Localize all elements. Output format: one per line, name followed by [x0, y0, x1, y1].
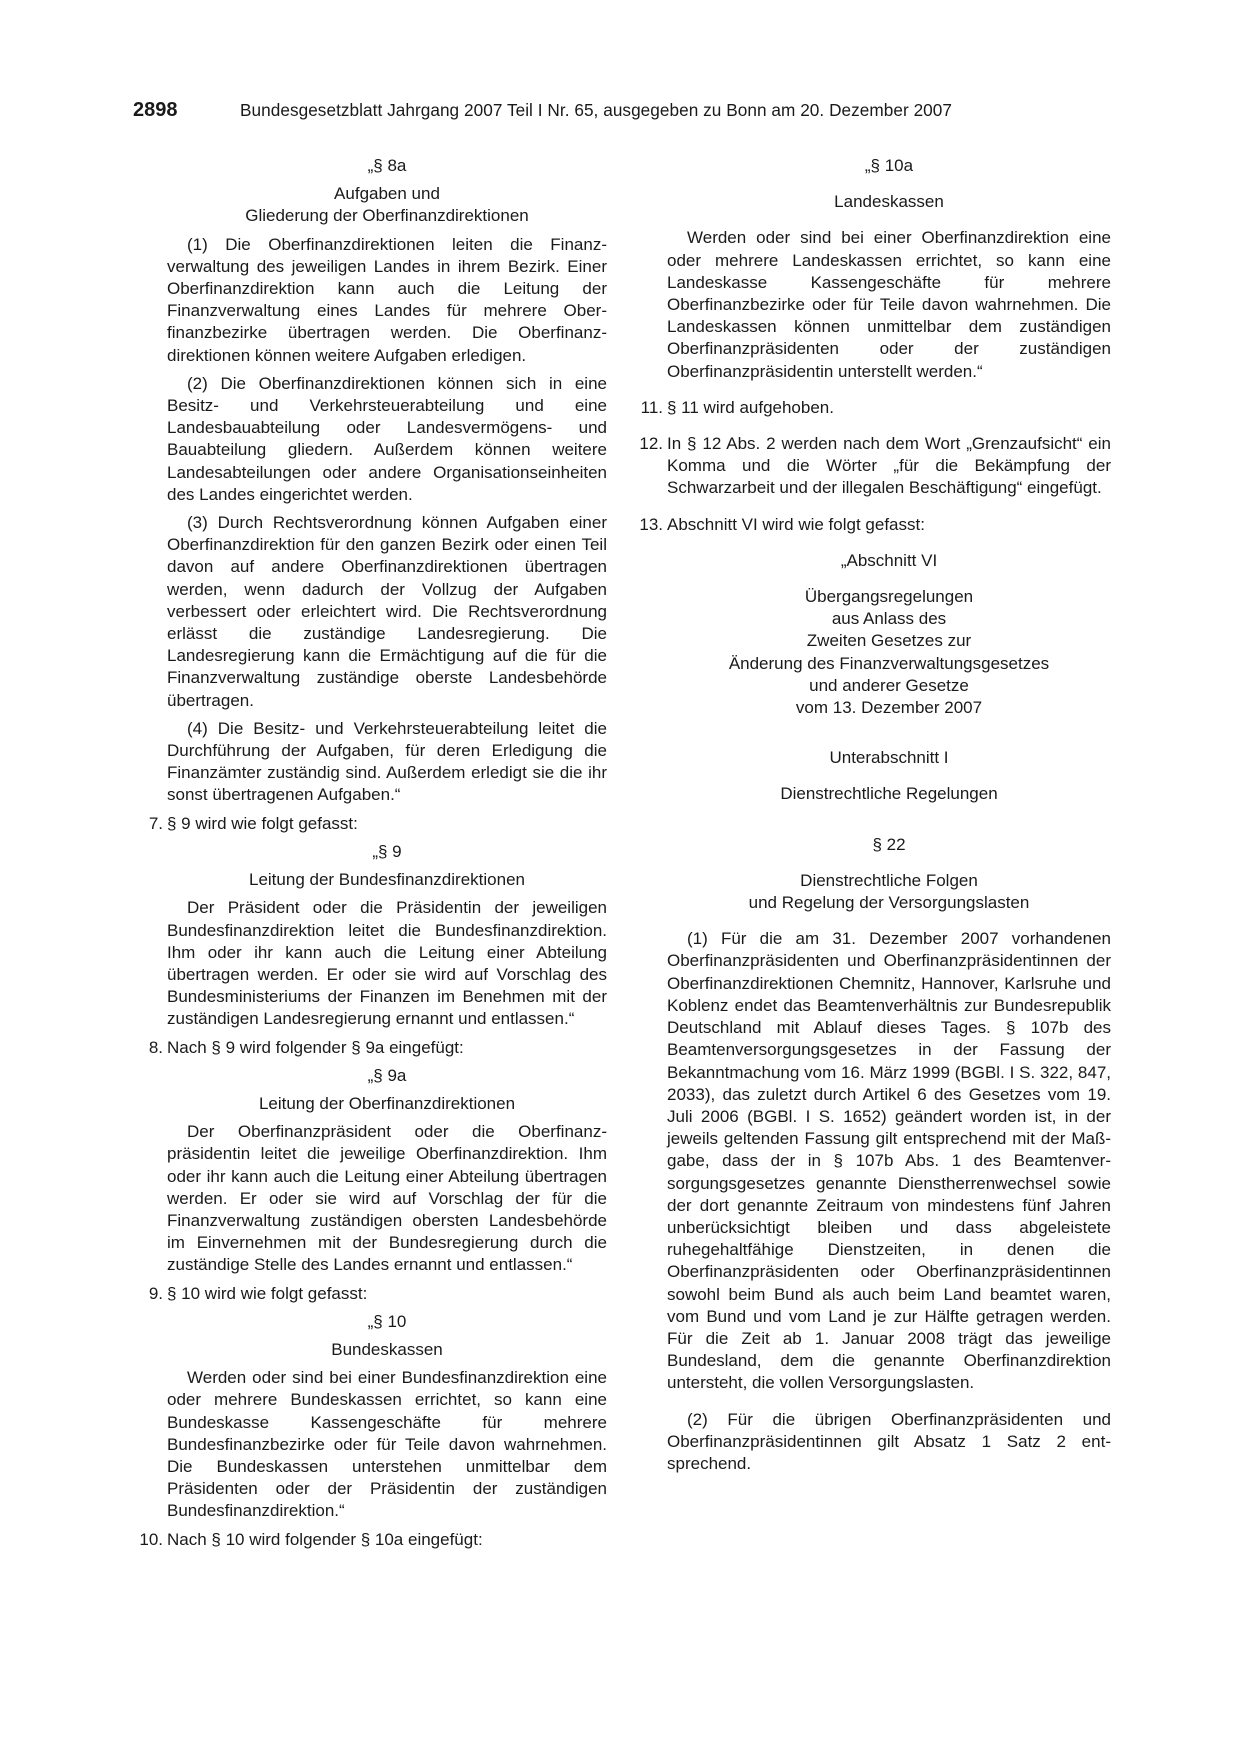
list-item: [633, 433, 1111, 500]
item-text: Abschnitt VI wird wie folgt gefasst:: [667, 514, 925, 534]
list-item: [633, 397, 1111, 419]
item-number: 8.: [148, 1037, 163, 1057]
list-item: [133, 1037, 607, 1059]
subsection-title: Dienstrechtliche Regelungen: [780, 784, 998, 804]
abschnitt-vi: [633, 550, 1111, 1475]
section-title: und anderer Gesetze: [809, 675, 969, 695]
paragraph: Werden oder sind bei einer Bundesfinanzdirektion eine oder mehrere Bundeskassen errichtet, so kann eine Bundeskasse Kassengeschäfte für mehrere Bundesfinanzbezirke oder für Teile davon wahrnehmen. Die Bundeskassen unterstehen unmittelbar dem Präsidenten oder der Präsidentin der zuständigen Bundesfinanzdirektion.“: [167, 1368, 607, 1521]
item-text: In § 12 Abs. 2 werden nach dem Wort „Grenzaufsicht“ ein Komma und die Wörter „für die Bekämpfung der Schwarzarbeit und der illegalen Beschäftigung“ eingefügt.: [667, 434, 1111, 498]
item-number: 11.: [640, 397, 663, 417]
item-text: § 11 wird aufgehoben.: [667, 397, 834, 417]
section-heading: „§ 9: [372, 841, 402, 861]
item-number: 9.: [148, 1283, 163, 1303]
paragraph: Der Präsident oder die Präsidentin der jeweiligen Bundesfinanzdirektion leitet die Bundesfinanzdirektion. Ihm oder ihr kann auch die Leitung einer Abteilung übertragen werden. Er oder sie wird auf Vorschlag des Bundesministeriums der Finanzen im Benehmen mit der zuständigen Landesregierung ernannt und entlassen.“: [167, 898, 607, 1029]
running-head: Bundesgesetzblatt Jahrgang 2007 Teil I Nr. 65, ausgegeben zu Bonn am 20. Dezember 2007: [240, 100, 953, 120]
page-number: 2898: [133, 99, 178, 121]
paragraph: (4) Die Besitz- und Verkehrsteuerabteilung leitet die Durchführung der Aufgaben, für deren Erledigung die Finanzämter zuständig sind. Außerdem erledigt sie die ihr sonst übertragenen Aufgaben.“: [167, 718, 607, 805]
section-heading: „§ 10: [367, 1311, 407, 1331]
section-title: Leitung der Bundesfinanzdirektionen: [249, 870, 525, 890]
section-title: vom 13. Dezember 2007: [795, 698, 983, 718]
section-title: Leitung der Oberfinanzdirektionen: [258, 1093, 516, 1113]
list-item: [633, 514, 1111, 536]
section-9: [133, 841, 607, 1031]
section-heading: „§ 10a: [864, 156, 914, 175]
item-number: 10.: [139, 1529, 163, 1549]
item-text: Nach § 9 wird folgender § 9a eingefügt:: [167, 1037, 464, 1057]
section-title: Zweiten Gesetzes zur: [806, 631, 972, 651]
right-column: [633, 155, 1111, 1475]
section-9a: [133, 1065, 607, 1277]
paragraph: (2) Die Oberfinanzdirektionen können sich in eine Besitz- und Verkehrsteuerabteilung und eine Landesbauabteilung oder Landesvermögens- und Bauabteilung gliedern. Außerdem können weitere Landesabteilungen oder andere Organisationseinheiten des Landes eingerichtet werden.: [167, 373, 607, 504]
list-item: [133, 1283, 607, 1305]
section-title: Landeskassen: [834, 192, 944, 212]
section-title: Änderung des Finanzverwaltungsgesetzes: [728, 653, 1050, 673]
section-heading: „Abschnitt VI: [840, 550, 938, 570]
section-10: [133, 1311, 607, 1523]
item-number: 7.: [148, 813, 163, 833]
section-title: Bundeskassen: [331, 1339, 443, 1359]
section-title: aus Anlass des: [831, 609, 947, 629]
section-8a: [133, 155, 607, 807]
left-column: [133, 155, 607, 1551]
paragraph: (2) Für die übrigen Oberfinanzpräsidenten und Oberfinanzpräsidentinnen gilt Absatz 1 Satz 2 entsprechend.: [667, 1409, 1111, 1473]
list-item: [133, 1529, 607, 1551]
section-title: Aufgaben und: [334, 184, 440, 204]
section-title: und Regelung der Versorgungslasten: [748, 893, 1030, 913]
section-10a: [633, 155, 1111, 383]
section-title: Dienstrechtliche Folgen: [800, 870, 978, 890]
item-number: 12.: [639, 434, 663, 454]
section-title: Gliederung der Oberfinanzdirektionen: [245, 206, 529, 226]
item-text: Nach § 10 wird folgender § 10a eingefügt:: [167, 1529, 483, 1549]
section-heading: „§ 9a: [367, 1065, 407, 1085]
section-title: Übergangsregelungen: [804, 587, 974, 607]
paragraph: (3) Durch Rechtsverordnung können Aufgaben einer Oberfinanzdirektion für den ganzen Bezirk oder einen Teil davon auf andere Oberfinanzdirektionen übertragen werden, wenn dadurch der Vollzug der Aufgaben verbessert oder erleichtert wird. Die Rechtsverordnung erlässt die zuständige Landesregierung. Die Landesregierung kann die Ermächtigung auf die für die Finanzverwaltung zuständige oberste Landesbehörde übertragen.: [167, 513, 607, 710]
paragraph: Werden oder sind bei einer Oberfinanzdirektion eine oder mehrere Landeskassen errichtet, so kann eine Landeskasse Kassengeschäfte für mehrere Oberfinanzbezirke oder für Teile davon wahrnehmen. Die Landeskassen können unmittelbar dem zuständigen Oberfinanzpräsidenten oder der zuständigen Oberfinanzpräsidentin unterstellt werden.“: [667, 228, 1111, 381]
paragraph: (1) Die Oberfinanzdirektionen leiten die Finanzverwaltung des jeweiligen Landes in ihrem Bezirk. Einer Oberfinanzdirektion kann auch die Leitung der Finanzverwaltung eines Landes für mehrere Oberfinanzbezirke übertragen werden. Die Oberfinanzdirektionen können weitere Aufgaben erledigen.: [167, 234, 607, 365]
paragraph: (1) Für die am 31. Dezember 2007 vorhandenen Oberfinanzpräsidenten und Oberfinanzpräsidentinnen der Oberfinanzdirektionen Chemnitz, Hannover, Karlsruhe und Koblenz endet das Beamtenverhältnis zur Bundesrepublik Deutschland mit Ablauf dieses Tages. § 107b des Beamtenversorgungsgesetzes in der Fassung der Bekanntmachung vom 16. März 1999 (BGBl. I S. 322, 847, 2033), das zuletzt durch Artikel 6 des Gesetzes vom 19. Juli 2006 (BGBl. I S. 1652) geändert worden ist, in der jeweils geltenden Fassung gilt entsprechend mit der Maßgabe, dass der in § 107b Abs. 1 des Beamtenversorgungsgesetzes genannte Dienstherrenwechsel sowie der dort genannte Zeitraum von mindestens fünf Jahren unberücksichtigt bleiben und dass abgeleistete ruhegehaltfähige Dienstzeiten, in denen die Oberfinanzpräsidenten oder Oberfinanzpräsidentinnen sowohl beim Bund als auch beim Land beamtet waren, vom Bund und vom Land je zur Hälfte getragen werden. Für die Zeit ab 1. Januar 2008 trägt das jeweilige Bundesland, dem die genannte Oberfinanzdirektion untersteht, die vollen Versorgungslasten.: [667, 929, 1111, 1393]
subsection-heading: Unterabschnitt I: [829, 748, 949, 768]
list-item: [133, 813, 607, 835]
paragraph: Der Oberfinanzpräsident oder die Oberfinanzpräsidentin leitet die jeweilige Oberfinanzdirektion. Ihm oder ihr kann auch die Leitung einer Abteilung übertragen werden. Er oder sie wird auf Vorschlag der für die Finanzverwaltung zuständigen obersten Landesbehörde im Einvernehmen mit der Bundesregierung durch die zuständige Stelle des Landes ernannt und entlassen.“: [167, 1122, 607, 1275]
item-number: 13.: [639, 514, 663, 534]
section-heading: § 22: [872, 834, 906, 854]
section-heading: „§ 8a: [367, 156, 407, 175]
item-text: § 10 wird wie folgt gefasst:: [167, 1283, 368, 1303]
page-header: [133, 99, 1013, 129]
item-text: § 9 wird wie folgt gefasst:: [167, 813, 358, 833]
